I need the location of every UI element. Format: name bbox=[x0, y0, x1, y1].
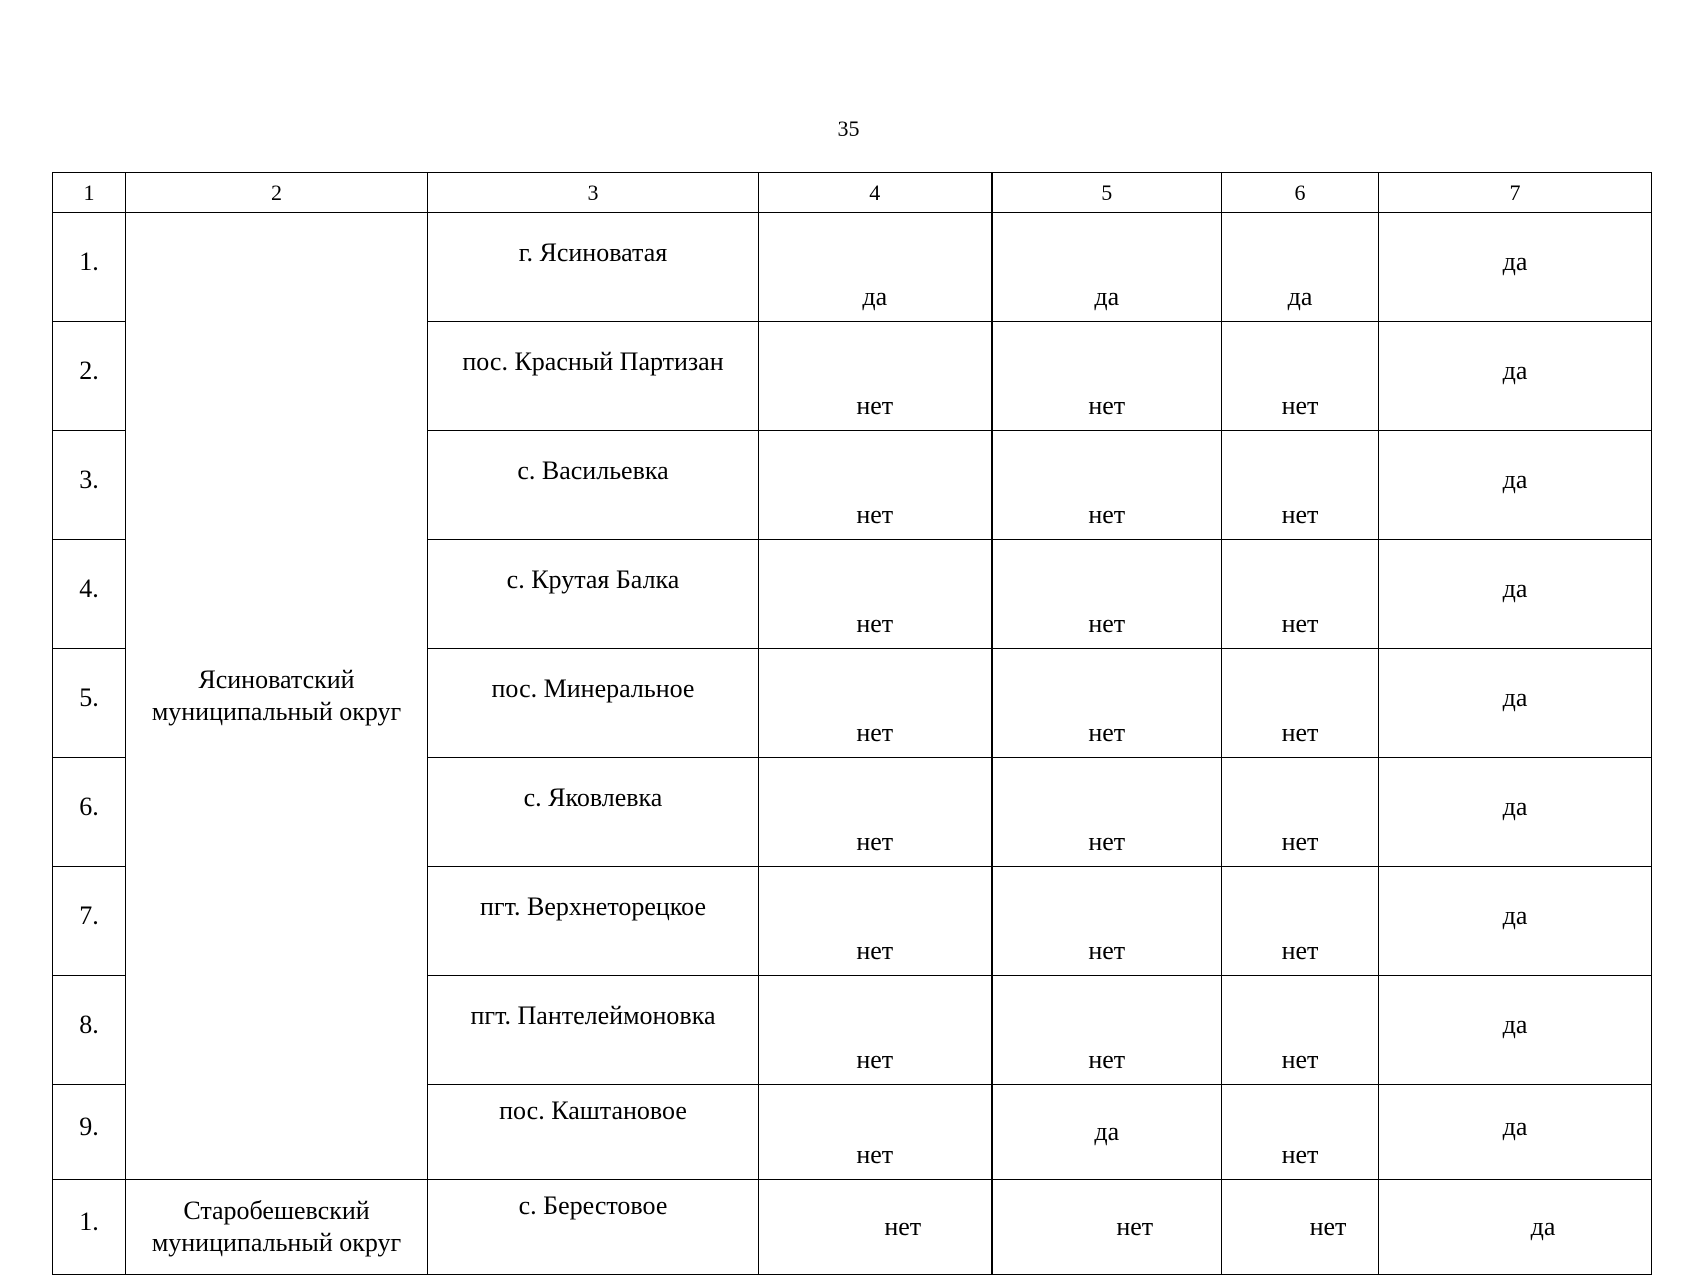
value-cell: да bbox=[1379, 322, 1652, 431]
value-cell: да bbox=[1379, 431, 1652, 540]
value-cell: нет bbox=[992, 1180, 1222, 1275]
settlement-name: пгт. Верхнеторецкое bbox=[428, 867, 759, 976]
row-number: 4. bbox=[53, 540, 126, 649]
value-cell: нет bbox=[759, 649, 992, 758]
value-cell: нет bbox=[1222, 1085, 1379, 1180]
column-header: 5 bbox=[992, 173, 1222, 213]
value-cell: нет bbox=[992, 976, 1222, 1085]
value-cell: нет bbox=[1222, 649, 1379, 758]
table-row bbox=[53, 213, 1652, 322]
settlement-name: с. Васильевка bbox=[428, 431, 759, 540]
row-number: 1. bbox=[53, 1180, 126, 1275]
settlement-name: пос. Каштановое bbox=[428, 1085, 759, 1180]
settlement-name: пос. Красный Партизан bbox=[428, 322, 759, 431]
settlement-name: пгт. Пантелеймоновка bbox=[428, 976, 759, 1085]
value-cell: нет bbox=[759, 322, 992, 431]
value-cell: да bbox=[1379, 976, 1652, 1085]
value-cell: да bbox=[1379, 649, 1652, 758]
row-number: 7. bbox=[53, 867, 126, 976]
value-cell: нет bbox=[992, 649, 1222, 758]
row-number: 9. bbox=[53, 1085, 126, 1180]
settlement-name: с. Берестовое bbox=[428, 1180, 759, 1275]
value-cell: нет bbox=[992, 540, 1222, 649]
value-cell: нет bbox=[759, 867, 992, 976]
column-header: 4 bbox=[759, 173, 992, 213]
value-cell: нет bbox=[1222, 322, 1379, 431]
column-header: 3 bbox=[428, 173, 759, 213]
settlement-name: г. Ясиноватая bbox=[428, 213, 759, 322]
settlement-name: пос. Минеральное bbox=[428, 649, 759, 758]
value-cell: нет bbox=[1222, 540, 1379, 649]
table-row bbox=[53, 1180, 1652, 1275]
row-number: 8. bbox=[53, 976, 126, 1085]
row-number: 5. bbox=[53, 649, 126, 758]
value-cell: нет bbox=[759, 431, 992, 540]
value-cell: да bbox=[1379, 867, 1652, 976]
row-number: 2. bbox=[53, 322, 126, 431]
value-cell: нет bbox=[1222, 758, 1379, 867]
column-header: 6 bbox=[1222, 173, 1379, 213]
value-cell: нет bbox=[759, 976, 992, 1085]
value-cell: нет bbox=[1222, 976, 1379, 1085]
page-number: 35 bbox=[837, 116, 860, 141]
column-header: 1 bbox=[53, 173, 126, 213]
value-cell: нет bbox=[759, 758, 992, 867]
value-cell: нет bbox=[992, 758, 1222, 867]
row-number: 1. bbox=[53, 213, 126, 322]
value-cell: нет bbox=[1222, 431, 1379, 540]
row-number: 6. bbox=[53, 758, 126, 867]
column-header: 2 bbox=[126, 173, 428, 213]
value-cell: да bbox=[1379, 758, 1652, 867]
settlement-name: с. Крутая Балка bbox=[428, 540, 759, 649]
value-cell: да bbox=[1222, 213, 1379, 322]
value-cell: да bbox=[1379, 213, 1652, 322]
settlement-name: с. Яковлевка bbox=[428, 758, 759, 867]
value-cell: нет bbox=[759, 1180, 992, 1275]
value-cell: да bbox=[1379, 1085, 1652, 1180]
value-cell: да bbox=[992, 213, 1222, 322]
value-cell: нет bbox=[759, 540, 992, 649]
value-cell: да bbox=[1379, 540, 1652, 649]
value-cell: нет bbox=[1222, 867, 1379, 976]
value-cell: нет bbox=[992, 431, 1222, 540]
value-cell: да bbox=[759, 213, 992, 322]
value-cell: да bbox=[992, 1085, 1222, 1180]
district-name: Старобешевский муниципальный округ bbox=[126, 1180, 428, 1275]
column-header: 7 bbox=[1379, 173, 1652, 213]
row-number: 3. bbox=[53, 431, 126, 540]
header-row bbox=[53, 173, 1652, 213]
value-cell: нет bbox=[1222, 1180, 1379, 1275]
value-cell: нет bbox=[992, 867, 1222, 976]
value-cell: нет bbox=[992, 322, 1222, 431]
value-cell: да bbox=[1379, 1180, 1652, 1275]
settlements-table bbox=[52, 172, 1652, 1275]
value-cell: нет bbox=[759, 1085, 992, 1180]
district-name: Ясиноватский муниципальный округ bbox=[126, 213, 428, 1180]
